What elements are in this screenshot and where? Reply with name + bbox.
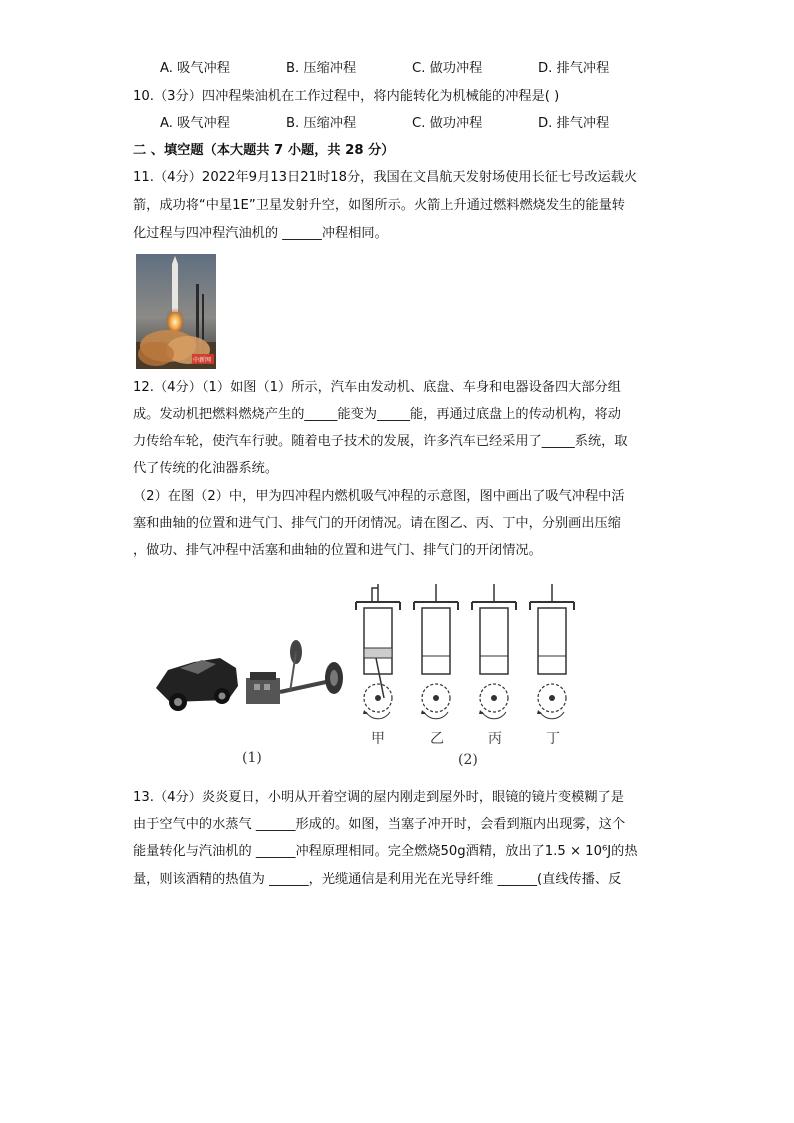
q10-option-d: D. 排气冲程 (538, 116, 610, 131)
q9-option-b: B. 压缩冲程 (286, 61, 357, 76)
q12-line-2: 成。发动机把燃料燃烧产生的_____能变为_____能，再通过底盘上的传动机构，将动 (133, 407, 621, 422)
label-bing: 丙 (488, 731, 502, 747)
figure-caption-2: (2) (458, 752, 478, 768)
q13-line-3: 能量转化与汽油机的 ______冲程原理相同。完全燃烧50g酒精，放出了1.5 × 10⁶J的热 (133, 844, 638, 859)
q12-line-1: 12.（4分）（1）如图（1）所示，汽车由发动机、底盘、车身和电器设备四大部分组 (133, 380, 621, 395)
q10-option-c: C. 做功冲程 (412, 116, 483, 131)
label-jia: 甲 (371, 731, 385, 747)
section-title: 二 、填空题（本大题共 7 小题，共 28 分） (133, 143, 395, 158)
figure-caption-1: (1) (242, 750, 262, 766)
q12-line-4: 代了传统的化油器系统。 (133, 461, 279, 476)
q11-line-2: 箭，成功将“中星1E”卫星发射升空，如图所示。火箭上升通过燃料燃烧发生的能量转 (133, 198, 625, 213)
q10-option-a: A. 吸气冲程 (160, 116, 230, 131)
rocket-launch-photo (136, 254, 216, 369)
cylinder-bing (472, 584, 516, 719)
q13-line-4: 量，则该酒精的热值为 ______，光缆通信是利用光在光导纤维 ______(直线传播、反 (133, 872, 622, 887)
q9-option-a: A. 吸气冲程 (160, 61, 230, 76)
cylinder-ding (530, 584, 574, 719)
q12-line-7: ，做功、排气冲程中活塞和曲轴的位置和进气门、排气门的开闭情况。 (133, 543, 542, 558)
q9-option-c: C. 做功冲程 (412, 61, 483, 76)
cylinder-yi (414, 584, 458, 719)
q13-line-2: 由于空气中的水蒸气 ______形成的。如图，当塞子冲开时，会看到瓶内出现雾，这个 (133, 817, 626, 832)
cylinder-jia (356, 584, 400, 719)
car-chassis-illustration (150, 628, 350, 728)
four-stroke-diagrams (350, 578, 650, 748)
q13-line-1: 13.（4分）炎炎夏日，小明从开着空调的屋内刚走到屋外时，眼镜的镜片变模糊了是 (133, 790, 624, 805)
engine-figure (150, 578, 660, 778)
q10-option-b: B. 压缩冲程 (286, 116, 357, 131)
label-ding: 丁 (546, 731, 560, 747)
watermark-text: 中新网 (193, 357, 212, 364)
label-yi: 乙 (430, 731, 444, 747)
q10-stem: 10.（3分）四冲程柴油机在工作过程中，将内能转化为机械能的冲程是( ) (133, 89, 560, 104)
q11-line-3: 化过程与四冲程汽油机的 ______冲程相同。 (133, 226, 388, 241)
q9-option-d: D. 排气冲程 (538, 61, 610, 76)
q11-line-1: 11.（4分）2022年9月13日21时18分，我国在文昌航天发射场使用长征七号改运载火 (133, 170, 638, 185)
q12-line-3: 力传给车轮，使汽车行驶。随着电子技术的发展，许多汽车已经采用了_____系统，取 (133, 434, 628, 449)
q12-line-5: （2）在图（2）中，甲为四冲程内燃机吸气冲程的示意图，图中画出了吸气冲程中活 (133, 489, 625, 504)
q12-line-6: 塞和曲轴的位置和进气门、排气门的开闭情况。请在图乙、丙、丁中，分别画出压缩 (133, 516, 621, 531)
